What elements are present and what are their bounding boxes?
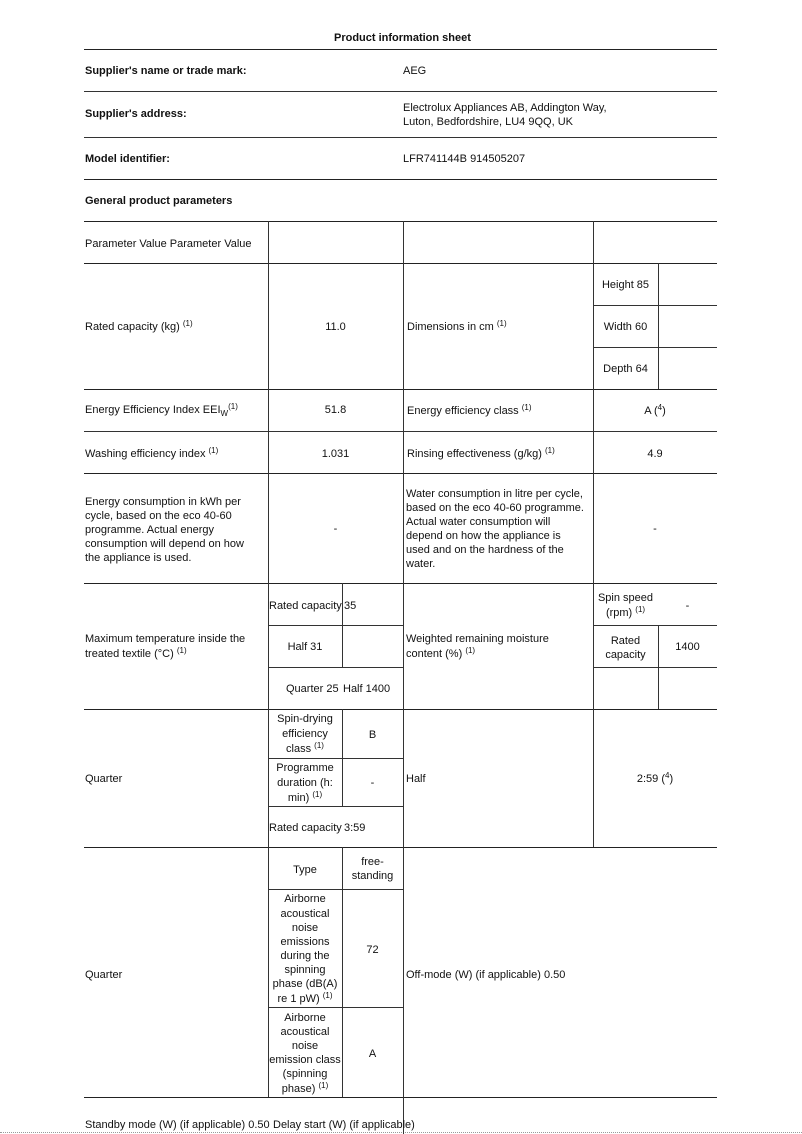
water-consumption-line: depend on how the appliance is <box>406 530 561 542</box>
rule <box>84 179 717 180</box>
energy-consumption-line: the appliance is used. <box>85 552 192 564</box>
offmode-label: Off-mode (W) (if applicable) 0.50 <box>406 969 566 981</box>
noise-class-value: A <box>368 1048 377 1060</box>
rule <box>84 847 717 848</box>
prog-rated-capacity-value: 3:59 <box>344 822 366 834</box>
rule <box>84 49 717 50</box>
energy-consumption-value: - <box>333 523 338 535</box>
noise-label: acoustical <box>280 908 330 920</box>
eei-value: 51.8 <box>324 404 347 416</box>
water-consumption-line: Water consumption in litre per cycle, <box>406 488 583 500</box>
rule <box>403 847 404 1134</box>
rated-capacity-label: Rated capacity (kg) $^{(1)}$ <box>85 319 193 333</box>
supplier-name-value: AEG <box>403 65 427 77</box>
rule <box>84 709 717 710</box>
supplier-address-line1: Electrolux Appliances AB, Addington Way, <box>403 102 607 114</box>
energy-class-label: Energy efficiency class $^{(1)}$ <box>407 403 532 417</box>
quarter-label: Quarter <box>85 969 123 981</box>
washing-efficiency-value: 1.031 <box>321 448 350 460</box>
height-value: Height 85 <box>601 279 650 291</box>
spin-speed-value: - <box>685 600 690 612</box>
noise-class-label: acoustical <box>280 1026 330 1038</box>
moisture-half: Half 1400 <box>343 683 391 695</box>
spin-rated-label: Rated <box>610 635 641 647</box>
prog-duration-label: duration (h: <box>277 777 333 789</box>
rule <box>268 889 403 890</box>
noise-class-label: emission class <box>269 1054 341 1066</box>
noise-class-label: (spinning <box>282 1068 328 1080</box>
type-value: free- <box>361 856 384 868</box>
rule <box>593 667 717 668</box>
water-consumption-value: - <box>653 523 657 535</box>
noise-label: emissions <box>280 936 330 948</box>
type-value: standing <box>351 870 394 882</box>
noise-label: noise <box>291 922 319 934</box>
prog-duration-value: - <box>370 777 375 789</box>
max-temp-label: Maximum temperature inside the <box>85 633 246 645</box>
noise-label: during the <box>280 950 330 962</box>
temp-rated-capacity-value: 35 <box>344 600 357 612</box>
eei-label: Energy Efficiency Index $EEI_W^{(1)}$ <box>85 402 238 419</box>
page-title: Product information sheet <box>334 32 471 44</box>
model-value: LFR741144B 914505207 <box>403 153 526 165</box>
half-label: Half <box>406 773 426 785</box>
spin-drying-label: class $^{(1)}$ <box>286 741 324 755</box>
rule <box>593 347 717 348</box>
spin-speed-label: Spin speed <box>597 592 654 604</box>
spin-drying-label: efficiency <box>282 728 328 740</box>
general-heading: General product parameters <box>85 195 233 207</box>
type-label: Type <box>293 864 317 876</box>
temp-quarter: Quarter 25 <box>286 683 339 695</box>
supplier-name-label: Supplier's name or trade mark: <box>85 65 247 77</box>
rule <box>84 389 717 390</box>
energy-consumption-line: cycle, based on the eco 40-60 <box>85 510 232 522</box>
energy-class-value: A ($^4$) <box>644 403 666 417</box>
noise-class-label: noise <box>291 1040 319 1052</box>
energy-consumption-line: consumption will depend on how <box>85 538 244 550</box>
rule <box>342 709 343 806</box>
temp-half: Half 31 <box>287 641 323 653</box>
spin-rated-value: 1400 <box>675 641 700 653</box>
depth-value: Depth 64 <box>603 363 648 375</box>
rule <box>658 263 659 389</box>
max-temp-label: treated textile (°C) $^{(1)}$ <box>85 646 187 660</box>
noise-label: re 1 pW) $^{(1)}$ <box>277 991 333 1005</box>
spin-speed-label: (rpm) $^{(1)}$ <box>605 605 646 619</box>
rule <box>84 91 717 92</box>
rule <box>84 137 717 138</box>
noise-label: spinning <box>284 964 326 976</box>
rule <box>84 473 717 474</box>
rule <box>0 1132 802 1133</box>
noise-class-label: Airborne <box>284 1012 326 1024</box>
rule <box>342 583 343 667</box>
noise-label: Airborne <box>284 893 326 905</box>
rule <box>84 263 717 264</box>
rule <box>658 625 659 709</box>
spin-drying-value: B <box>368 729 377 741</box>
width-value: Width 60 <box>603 321 648 333</box>
rinsing-value: 4.9 <box>647 448 663 460</box>
rule <box>403 221 404 583</box>
rule <box>268 1007 403 1008</box>
washing-efficiency-label: Washing efficiency index $^{(1)}$ <box>85 446 219 460</box>
half-value: 2:59 ($^4$) <box>636 771 674 785</box>
noise-value: 72 <box>366 944 379 956</box>
water-consumption-line: Actual water consumption will <box>406 516 551 528</box>
rule <box>403 583 404 709</box>
prog-rated-capacity-label: Rated capacity <box>269 822 342 834</box>
rule <box>84 221 717 222</box>
prog-duration-label: Programme <box>276 762 334 774</box>
water-consumption-line: water. <box>406 558 436 570</box>
moisture-label: content (%) $^{(1)}$ <box>406 646 476 660</box>
prog-duration-label: min) $^{(1)}$ <box>287 790 323 804</box>
rule <box>403 709 404 847</box>
rule <box>268 806 403 807</box>
model-label: Model identifier: <box>85 153 170 165</box>
dimensions-label: Dimensions in cm $^{(1)}$ <box>407 319 507 333</box>
energy-consumption-line: programme. Actual energy <box>85 524 215 536</box>
rule <box>593 625 717 626</box>
rule <box>268 667 403 668</box>
spin-rated-label: capacity <box>605 649 646 661</box>
rule <box>268 758 403 759</box>
rule <box>268 625 403 626</box>
supplier-address-label: Supplier's address: <box>85 108 187 120</box>
standby-label: Standby mode (W) (if applicable) 0.50 <box>85 1119 270 1131</box>
temp-rated-capacity-label: Rated capacity <box>269 600 342 612</box>
param-header: Parameter Value Parameter Value <box>85 238 252 250</box>
rule <box>84 583 717 584</box>
water-consumption-line: used and on the hardness of the <box>406 544 564 556</box>
rule <box>593 305 717 306</box>
rule <box>84 1097 717 1098</box>
rule <box>84 431 717 432</box>
rinsing-label: Rinsing effectiveness (g/kg) $^{(1)}$ <box>407 446 555 460</box>
delay-start-label: Delay start (W) (if applicable) <box>273 1119 415 1131</box>
moisture-label: Weighted remaining moisture <box>406 633 549 645</box>
noise-label: phase (dB(A) <box>272 978 338 990</box>
spin-drying-label: Spin-drying <box>277 713 333 725</box>
energy-consumption-line: Energy consumption in kWh per <box>85 496 241 508</box>
supplier-address-line2: Luton, Bedfordshire, LU4 9QQ, UK <box>403 116 573 128</box>
noise-class-label: phase) $^{(1)}$ <box>281 1081 329 1095</box>
water-consumption-line: based on the eco 40-60 programme. <box>406 502 584 514</box>
rated-capacity-value: 11.0 <box>325 321 346 333</box>
quarter-label: Quarter <box>85 773 123 785</box>
